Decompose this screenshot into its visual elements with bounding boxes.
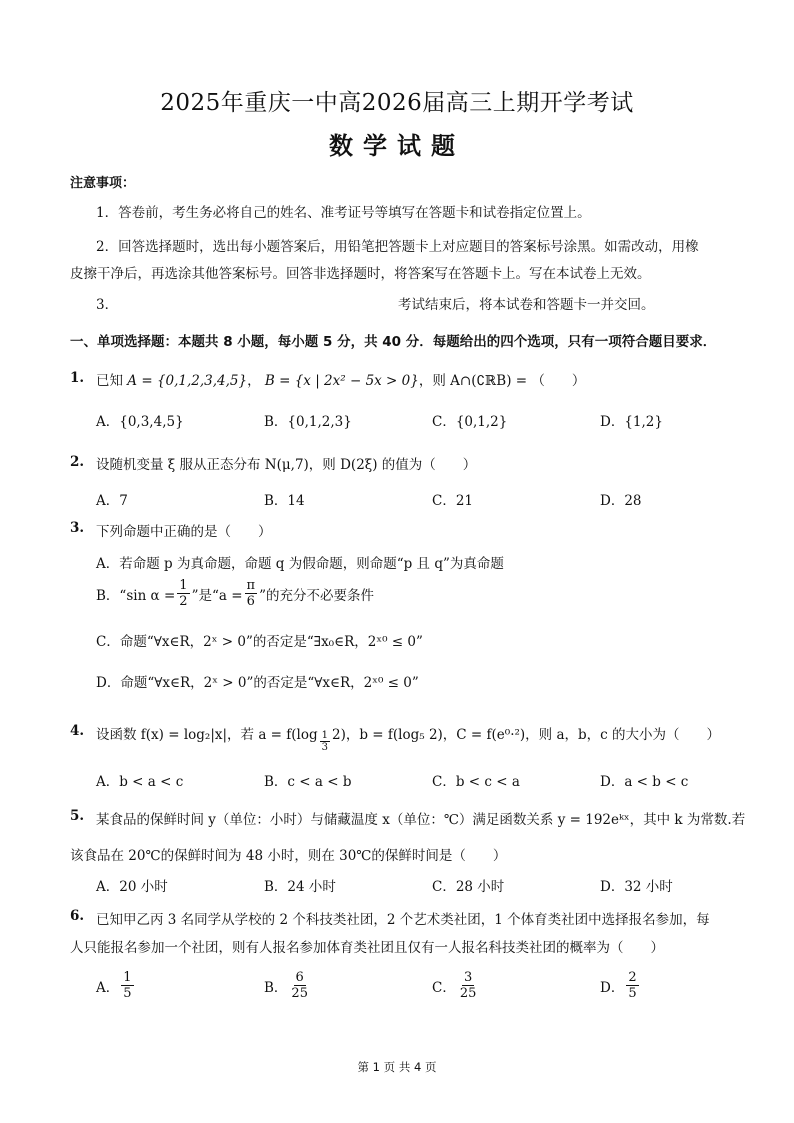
question-1-ask: ，则 A∩(∁ℝB) = （ ）	[418, 373, 586, 389]
question-4-stem-suffix: 2)，b = f(log₅ 2)，C = f(e⁰·²)，则 a，b，c 的大小为（ ）	[332, 726, 720, 743]
page-subtitle: 数学试题	[329, 131, 465, 160]
question-6-option-c	[432, 970, 480, 1001]
notice-item-3-number: 3．	[96, 297, 119, 313]
log-base-one-third	[320, 730, 330, 753]
question-1-stem-prefix: 已知	[96, 373, 123, 389]
question-1-option-a: A．{0,3,4,5}	[96, 414, 184, 430]
option-label: C．	[432, 979, 456, 996]
question-2-stem: 设随机变量 ξ 服从正态分布 N(μ,7)，则 D(2ξ) 的值为（ ）	[96, 457, 477, 473]
question-6-line-1: 已知甲乙丙 3 名同学从学校的 2 个科技类社团，2 个艺术类社团，1 个体育类社团中选择报名参加，每	[96, 912, 710, 928]
question-3-option-c: C．命题“∀x∈R，2ˣ > 0”的否定是“∃x₀∈R，2ˣ⁰ ≤ 0”	[96, 634, 423, 650]
question-1-number: 1.	[70, 370, 85, 386]
question-3-number: 3.	[70, 520, 85, 536]
option-fraction	[626, 970, 638, 1001]
fraction-denominator: 6	[246, 594, 255, 609]
fraction-numerator: 1	[321, 730, 328, 741]
notice-item-2-line-1: 2．回答选择题时，选出每小题答案后，用铅笔把答题卡上对应题目的答案标号涂黑。如需改动，用橡	[96, 239, 699, 255]
fraction-denominator: 2	[179, 594, 188, 609]
question-4-stem-prefix: 设函数 f(x) = log₂|x|，若 a = f(log	[96, 726, 318, 743]
question-6-option-d	[600, 970, 641, 1001]
question-1-option-c: C．{0,1,2}	[432, 414, 508, 430]
question-5-option-b: B．24 小时	[264, 879, 336, 895]
question-5-line-2: 该食品在 20℃的保鲜时间为 48 小时，则在 30℃的保鲜时间是（ ）	[70, 848, 507, 864]
fraction-denominator: 3	[321, 742, 328, 753]
fraction-denominator: 25	[459, 986, 477, 1001]
fraction-pi-over-six	[245, 578, 258, 609]
section-heading: 一、单项选择题：本题共 8 小题，每小题 5 分，共 40 分．每题给出的四个选项，只有一项符合题目要求．	[70, 334, 717, 350]
question-2-option-c: C．21	[432, 493, 474, 509]
fraction-numerator: π	[246, 578, 256, 593]
option-label: B．	[264, 979, 288, 996]
page-footer: 第 1 页 共 4 页	[357, 1060, 437, 1074]
fraction-denominator: 25	[291, 986, 308, 1001]
question-4-option-a: A．b < a < c	[96, 774, 184, 790]
fraction-numerator: 2	[628, 970, 637, 985]
question-1-set-b: B = {x | 2x² − 5x > 0}	[264, 373, 419, 389]
question-1-set-a: A = {0,1,2,3,4,5}	[127, 373, 248, 389]
question-5-line-1: 某食品的保鲜时间 y（单位：小时）与储藏温度 x（单位：℃）满足函数关系 y = 192eᵏˣ，其中 k 为常数.若	[96, 812, 746, 828]
question-4-stem	[96, 712, 720, 753]
question-2-option-d: D．28	[600, 493, 642, 509]
question-6-number: 6.	[70, 908, 85, 924]
question-3-option-b-suffix: ”的充分不必要条件	[259, 587, 374, 604]
option-label: A．	[96, 979, 120, 996]
notice-heading: 注意事项：	[70, 176, 136, 191]
question-3-stem: 下列命题中正确的是（ ）	[96, 524, 272, 540]
question-3-option-b-prefix: B．“sin α =	[96, 587, 176, 604]
question-5-option-d: D．32 小时	[600, 879, 673, 895]
question-1-option-d: D．{1,2}	[600, 414, 663, 430]
fraction-denominator: 5	[123, 986, 132, 1001]
question-1-stem: 已知 A = {0,1,2,3,4,5}， B = {x | 2x² − 5x > 0}，则 A∩(∁ℝB) = （ ）	[96, 373, 586, 389]
question-1-option-b: B．{0,1,2,3}	[264, 414, 352, 430]
notice-item-1: 1．答卷前，考生务必将自己的姓名、准考证号等填写在答题卡和试卷指定位置上。	[96, 205, 591, 221]
option-fraction	[289, 970, 310, 1001]
fraction-denominator: 5	[628, 986, 637, 1001]
option-fraction	[121, 970, 133, 1001]
question-4-option-d: D．a < b < c	[600, 774, 689, 790]
fraction-numerator: 1	[179, 578, 188, 593]
question-4-option-b: B．c < a < b	[264, 774, 352, 790]
question-5-option-c: C．28 小时	[432, 879, 505, 895]
page-title: 2025年重庆一中高2026届高三上期开学考试	[160, 90, 634, 116]
question-3-option-b	[96, 578, 374, 609]
question-6-option-b	[264, 970, 312, 1001]
question-6-line-2: 人只能报名参加一个社团，则有人报名参加体育类社团且仅有一人报名科技类社团的概率为（ ）	[70, 940, 664, 956]
question-3-option-b-middle: ”是“a =	[191, 587, 243, 604]
question-3-option-d: D．命题“∀x∈R，2ˣ > 0”的否定是“∀x∈R，2ˣ⁰ ≤ 0”	[96, 675, 419, 691]
question-5-number: 5.	[70, 808, 85, 824]
fraction-numerator: 6	[295, 970, 304, 985]
question-3-option-a: A．若命题 p 为真命题，命题 q 为假命题，则命题“p 且 q”为真命题	[96, 556, 504, 572]
question-2-option-a: A．7	[96, 493, 128, 509]
fraction-one-half	[177, 578, 189, 609]
fraction-numerator: 3	[463, 970, 473, 985]
question-2-number: 2.	[70, 454, 85, 470]
question-5-option-a: A．20 小时	[96, 879, 168, 895]
option-label: D．	[600, 979, 625, 996]
question-4-number: 4.	[70, 723, 85, 739]
question-4-option-c: C．b < c < a	[432, 774, 520, 790]
notice-item-3-text: 考试结束后，将本试卷和答题卡一并交回。	[398, 297, 655, 313]
fraction-numerator: 1	[123, 970, 132, 985]
question-2-option-b: B．14	[264, 493, 305, 509]
option-fraction	[458, 970, 479, 1001]
question-6-option-a	[96, 970, 136, 1001]
notice-item-2-line-2: 皮擦干净后，再选涂其他答案标号。回答非选择题时，将答案写在答题卡上。写在本试卷上无效。	[70, 266, 651, 282]
